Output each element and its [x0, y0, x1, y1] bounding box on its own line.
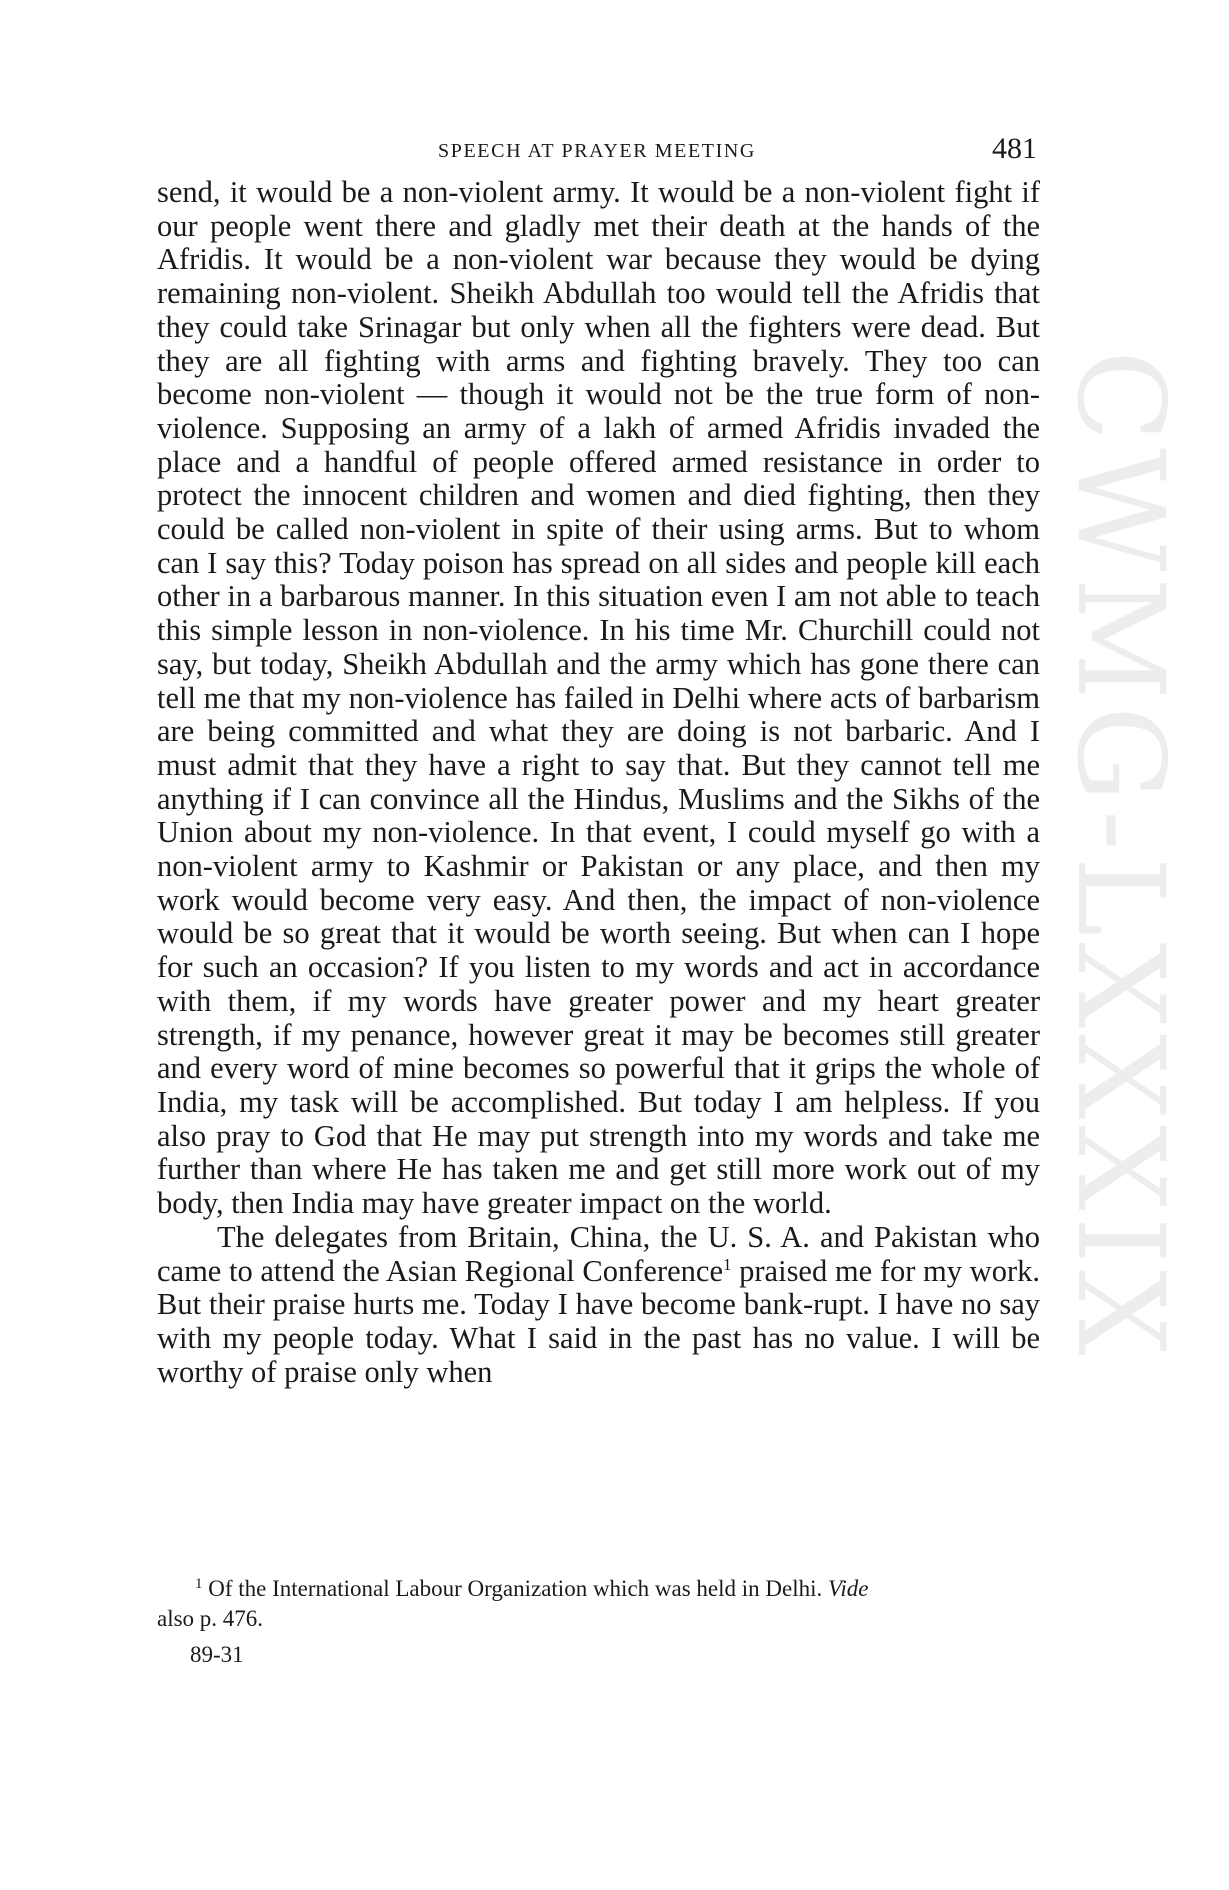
running-head [157, 132, 1037, 172]
watermark [1040, 350, 1229, 1550]
footnote-number: 1 [195, 1576, 203, 1592]
running-title: SPEECH AT PRAYER MEETING [438, 140, 756, 162]
paragraph-1: send, it would be a non-violent army. It would be a non-violent fight if our people went there and gladly met their death at the hands of the Afridis. It would be a non-violent war because they would be dying remaining non-violent. Sheikh Abdullah too would tell the Afridis that they could take Srinagar but only when all the fighters were dead. But they are all fighting with arms and fighting bravely. They too can become non-violent — though it would not be the true form of non-violence. Supposing an army of a lakh of armed Afridis invaded the place and a handful of people offered armed resistance in order to protect the innocent children and women and died fighting, then they could be called non-violent in spite of their using arms. But to whom can I say this? Today poison has spread on all sides and people kill each other in a barbarous manner. In this situation even I am not able to teach this simple lesson in non-violence. In his time Mr. Churchill could not say, but today, Sheikh Abdullah and the army which has gone there can tell me that my non-violence has failed in Delhi where acts of barbarism are being committed and what they are doing is not barbaric. And I must admit that they have a right to say that. But they cannot tell me anything if I can convince all the Hindus, Muslims and the Sikhs of the Union about my non-violence. In that event, I could myself go with a non-violent army to Kashmir or Pakistan or any place, and then my work would become very easy. And then, the impact of non-violence would be so great that it would be worth seeing. But when can I hope for such an occasion? If you listen to my words and act in accordance with them, if my words have greater power and my heart greater strength, if my penance, however great it may be becomes still greater and every word of mine becomes so powerful that it grips the whole of India, my task will be accomplished. But today I am helpless. If you also pray to God that He may put strength into my words and take me further than where He has taken me and get still more work out of my body, then India may have greater impact on the world. [157, 175, 1040, 1221]
paragraph-2 [157, 1221, 1040, 1390]
footnote-line [157, 1574, 1042, 1604]
footnote-tail: also p. 476. [157, 1606, 264, 1631]
page-number: 481 [992, 132, 1037, 165]
footnote-reference: 1 [722, 1254, 732, 1274]
body-text [157, 176, 1040, 1389]
paragraph-2-text-start: The delegates from Britain, China, the U. S. A. and Pakistan who came to attend the Asian Regional Conference [157, 1219, 1040, 1288]
signature-mark: 89-31 [190, 1642, 244, 1667]
watermark-text: CWMG-LXXXIX [1050, 350, 1189, 1362]
footnote-italic: Vide [828, 1576, 869, 1601]
footnote-text: Of the International Labour Organization which was held in Delhi. [202, 1576, 829, 1601]
footnote [157, 1574, 1042, 1634]
paragraph-2-text-end: praised me for my work. But their praise hurts me. Today I have become bank-rupt. I have no say with my people today. What I said in the past has no value. I will be worthy of praise only when [157, 1253, 1040, 1389]
